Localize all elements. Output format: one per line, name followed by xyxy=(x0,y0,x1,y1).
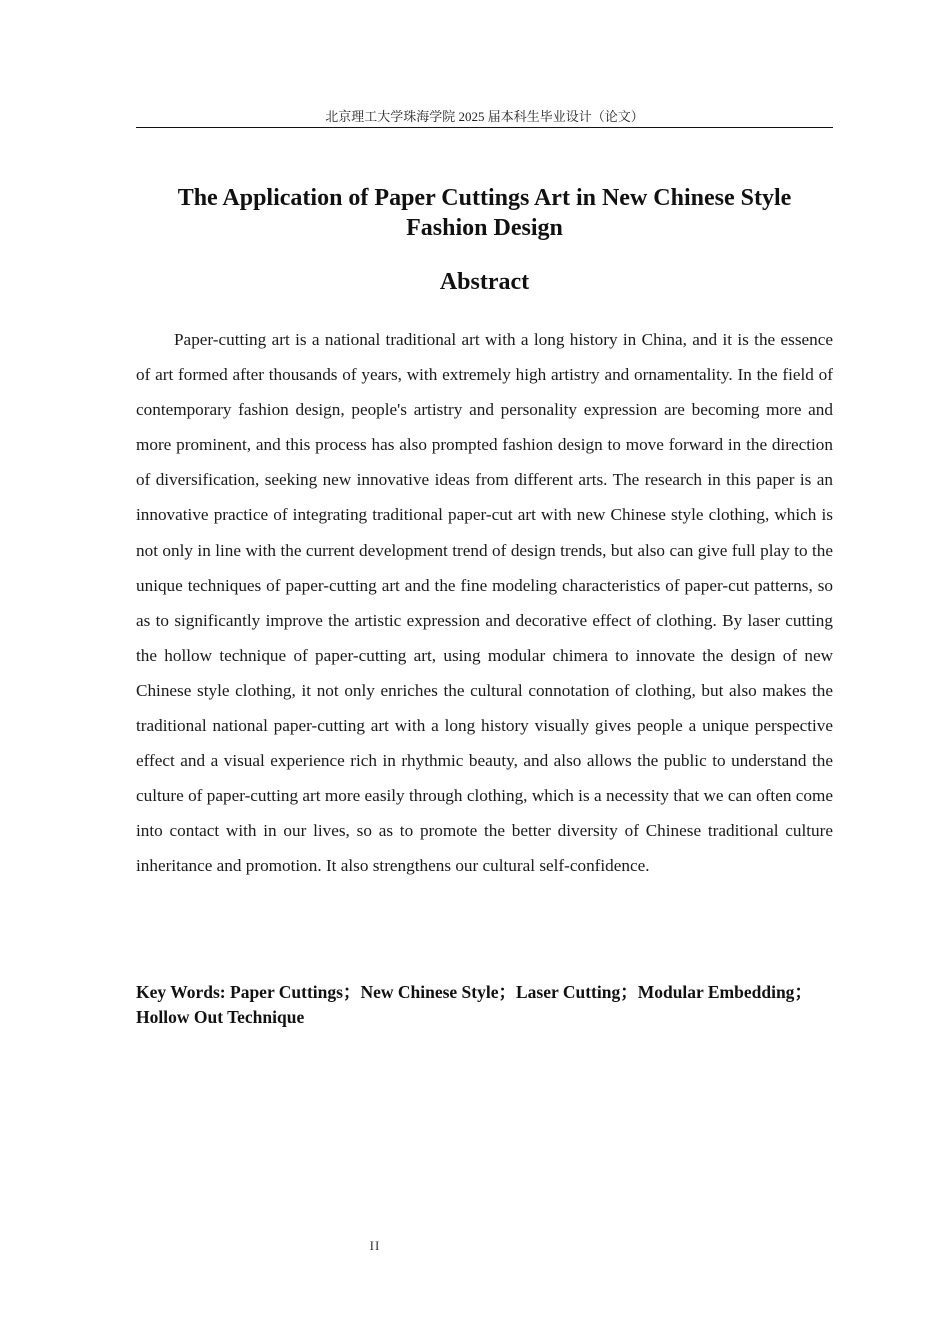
abstract-body: Paper-cutting art is a national traditional art with a long history in China, and it is the essence of art formed after thousands of years, with extremely high artistry and ornamentality. In the field of contemporary fashion design, people's artistry and personality expression are becoming more and more prominent, and this process has also prompted fashion design to move forward in the direction of diversification, seeking new innovative ideas from different arts. The research in this paper is an innovative practice of integrating traditional paper-cut art with new Chinese style clothing, which is not only in line with the current development trend of design trends, but also can give full play to the unique techniques of paper-cutting art and the fine modeling characteristics of paper-cut patterns, so as to significantly improve the artistic expression and decorative effect of clothing. By laser cutting the hollow technique of paper-cutting art, using modular chimera to innovate the design of new Chinese style clothing, it not only enriches the cultural connotation of clothing, but also makes the traditional national paper-cutting art with a long history visually gives people a unique perspective effect and a visual experience rich in rhythmic beauty, and also allows the public to understand the culture of paper-cutting art more easily through clothing, which is a necessity that we can often come into contact with in our lives, so as to promote the better diversity of Chinese traditional culture inheritance and promotion. It also strengthens our cultural self-confidence. xyxy=(136,330,833,876)
keyword-item: Modular Embedding xyxy=(637,982,795,1002)
keywords-label: Key Words: xyxy=(136,982,226,1002)
keyword-item: Hollow Out Technique xyxy=(136,1007,305,1027)
keywords xyxy=(136,980,833,1030)
keyword-separator: ； xyxy=(342,982,361,1002)
header-divider xyxy=(136,127,833,128)
keyword-separator: ； xyxy=(620,982,638,1002)
abstract-heading: Abstract xyxy=(439,269,530,295)
keyword-separator: ； xyxy=(794,982,812,1002)
paper-title: The Application of Paper Cuttings Art in New Chinese Style Fashion Design xyxy=(177,185,792,241)
running-header: 北京理工大学珠海学院 2025 届本科生毕业设计（论文） xyxy=(325,109,644,124)
page-number: II xyxy=(369,1238,381,1253)
keyword-item: Paper Cuttings xyxy=(230,982,343,1002)
keyword-item: Laser Cutting xyxy=(516,982,621,1002)
keyword-separator: ； xyxy=(498,982,516,1002)
keyword-item: New Chinese Style xyxy=(360,982,499,1002)
